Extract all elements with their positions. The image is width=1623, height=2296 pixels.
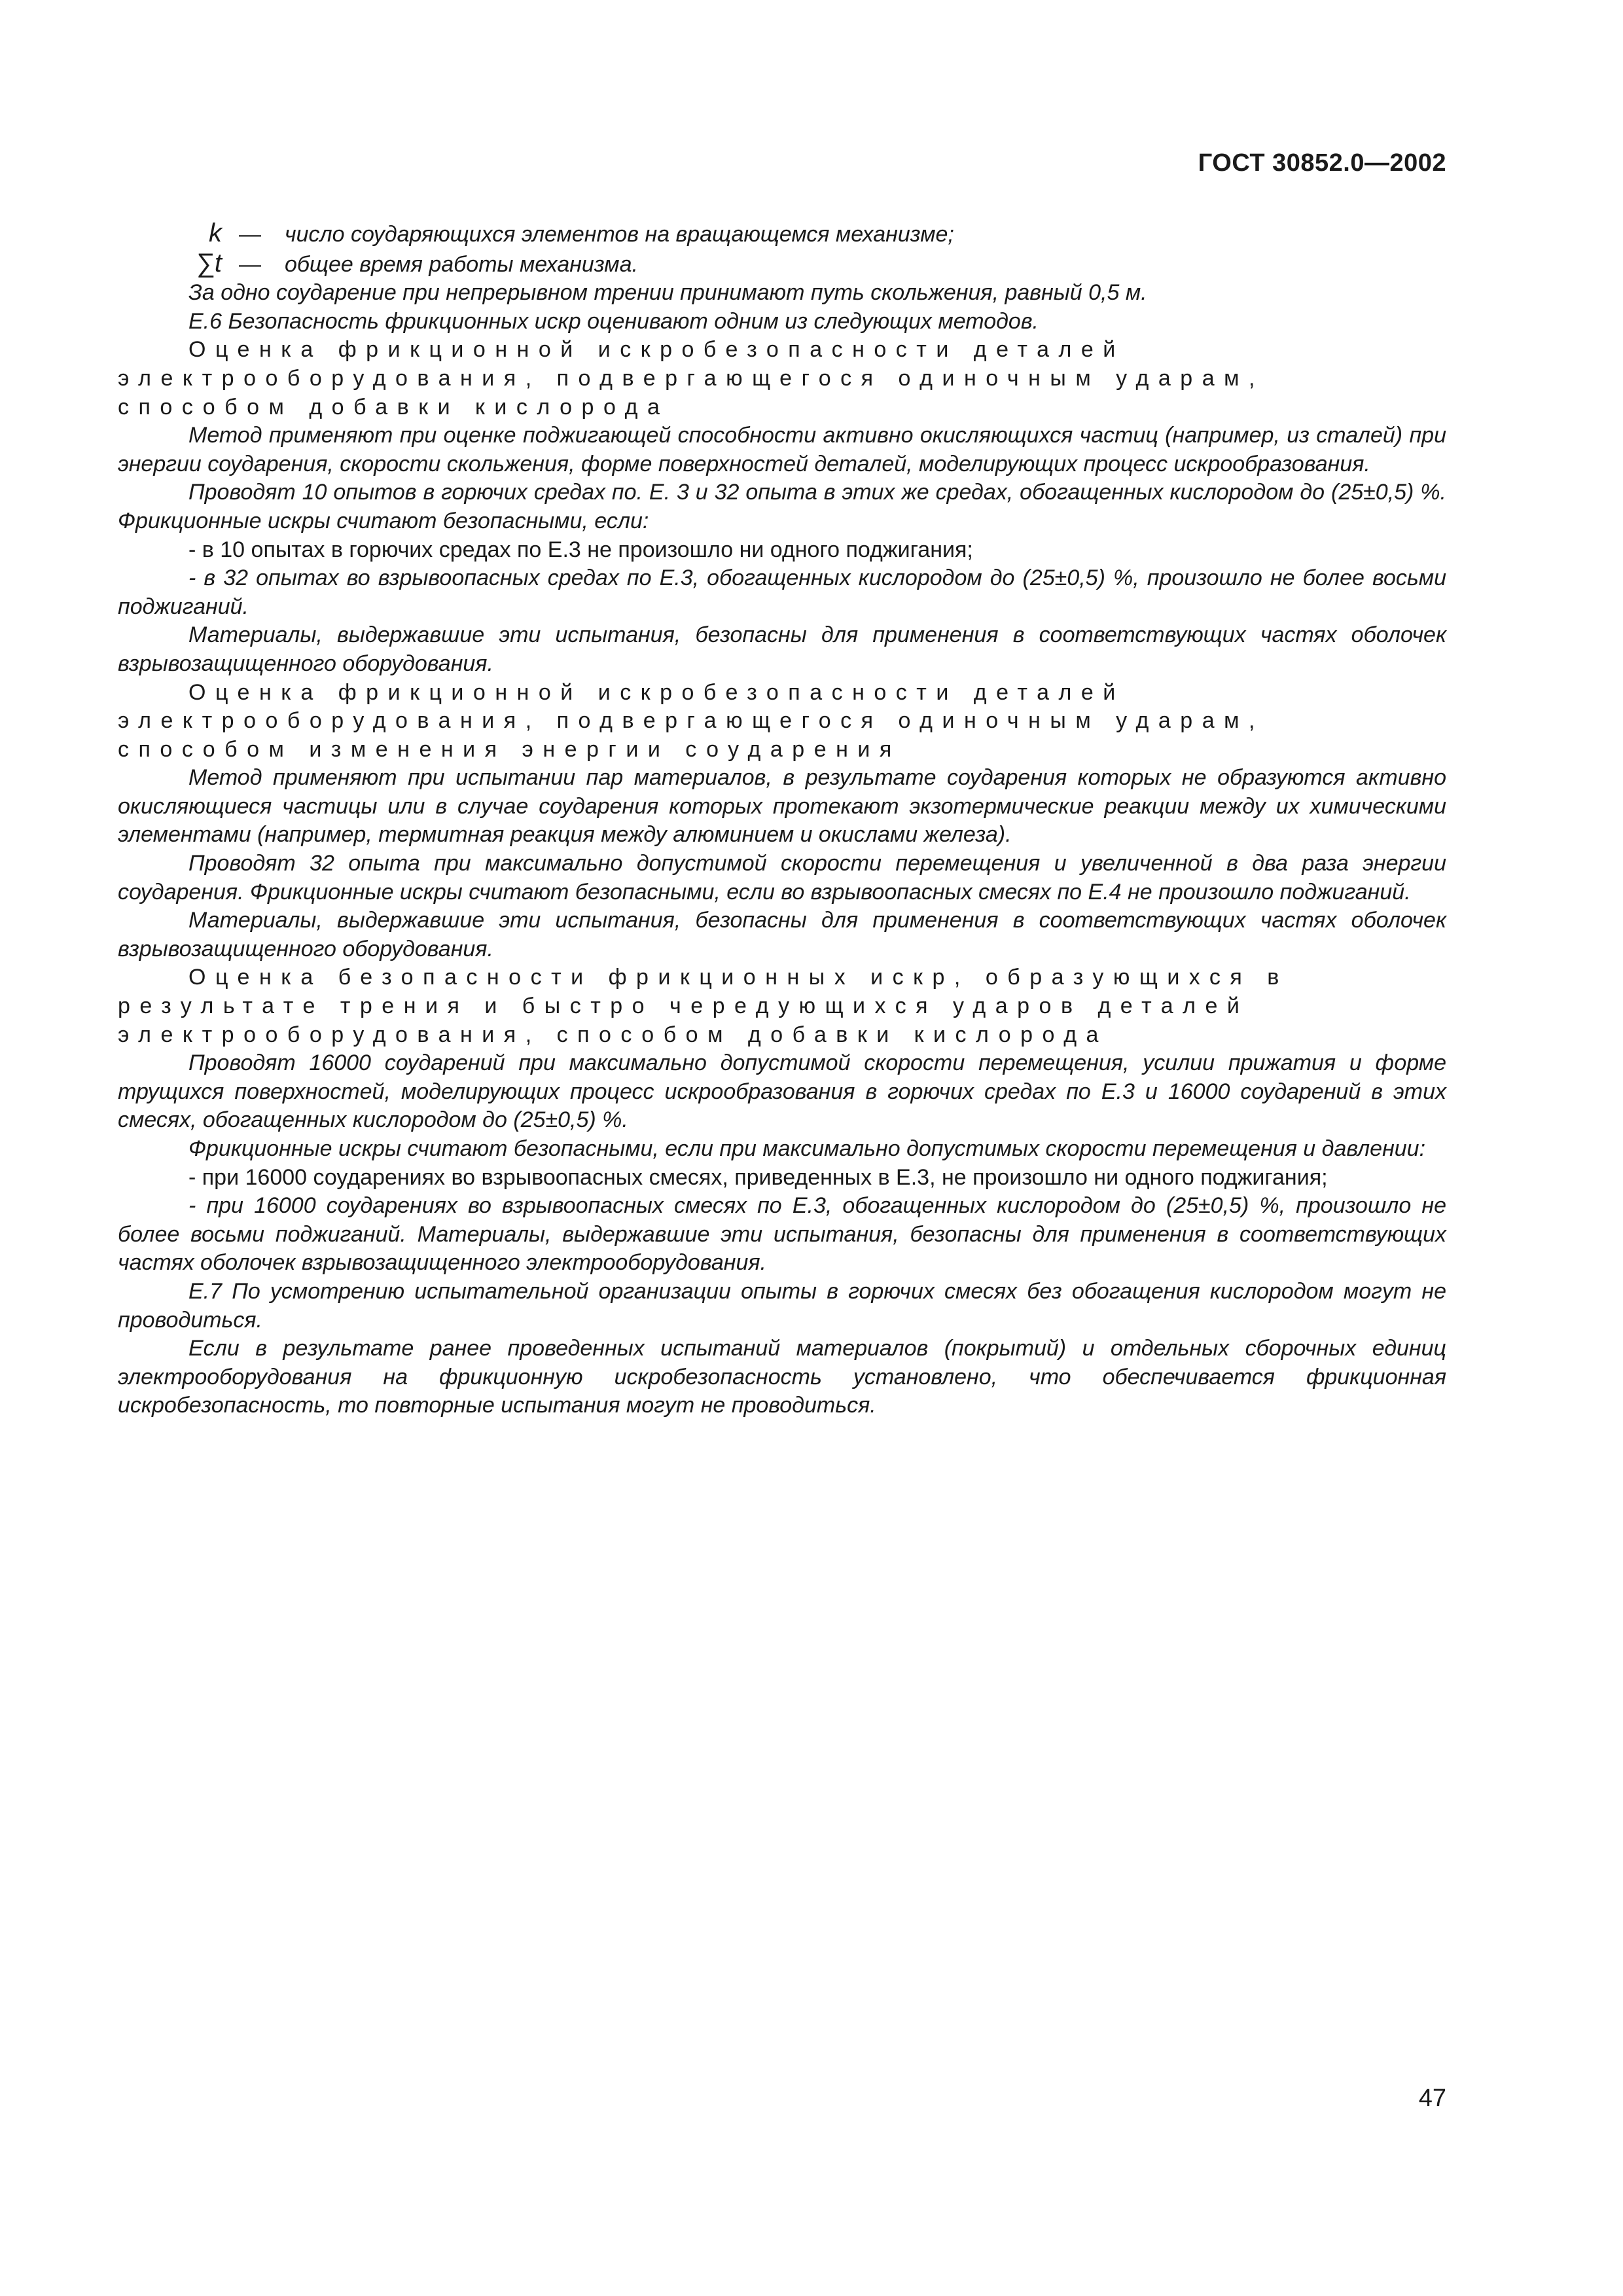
definition-sum-t (118, 249, 1446, 279)
list-item: - в 32 опытах во взрывоопасных средах по Е.3, обогащенных кислородом до (25±0,5) %, произошло не более восьми поджиганий. (118, 565, 1446, 619)
list-item: - при 16000 соударениях во взрывоопасных смесях, приведенных в Е.3, не произошло ни одного поджигания; (188, 1164, 1328, 1190)
page-number: 47 (1418, 2085, 1446, 2112)
method-heading: Оценка фрикционной искробезопасности деталей электрооборудования, подвергающегося одиночным ударам, способом добавки кислорода (118, 337, 1264, 420)
paragraph: Фрикционные искры считают безопасными, если при максимально допустимых скорости перемещения и давлении: (188, 1136, 1426, 1161)
list-item: - в 10 опытах в горючих средах по Е.3 не произошло ни одного поджигания; (188, 537, 973, 562)
paragraph: Материалы, выдержавшие эти испытания, безопасны для применения в соответствующих частях оболочек взрывозащищенного оборудования. (118, 908, 1446, 961)
paragraph: Проводят 16000 соударений при максимально допустимой скорости перемещения, усилии прижатия и форме трущихся поверхностей, моделирующих процесс искрообразования в горючих средах по Е.3 и 16000 соударений в этих смесях, обогащенных кислородом до (25±0,5) %. (118, 1050, 1446, 1133)
list-item: - при 16000 соударениях во взрывоопасных смесях по Е.3, обогащенных кислородом до (25±0,5) %, произошло не более восьми поджиганий. Материалы, выдержавшие эти испытания, безопасны для применения в соответствующих частях оболочек взрывозащищенного электрооборудования. (118, 1193, 1446, 1276)
definition-dash: — (239, 222, 261, 247)
paragraph: Метод применяют при оценке поджигающей способности активно окисляющихся частиц (например, из сталей) при энергии соударения, скорости скольжения, форме поверхностей деталей, моделирующих процесс искрообразования. (118, 423, 1446, 476)
document-code: ГОСТ 30852.0—2002 (1198, 149, 1446, 177)
definition-dash: — (239, 251, 261, 277)
symbol-sum-t: ∑t (196, 248, 222, 278)
method-heading: Оценка безопасности фрикционных искр, образующихся в результате трения и быстро чередующихся ударов деталей электрооборудования, способом добавки кислорода (118, 965, 1289, 1047)
symbol-k: k (209, 219, 222, 247)
definition-text: общее время работы механизма. (285, 251, 638, 277)
paragraph: Проводят 32 опыта при максимально допустимой скорости перемещения и увеличенной в два раза энергии соударения. Фрикционные искры считают безопасными, если во взрывоопасных смесях по Е.4 не произошло поджиганий. (118, 851, 1446, 905)
paragraph: Е.6 Безопасность фрикционных искр оценивают одним из следующих методов. (188, 308, 1039, 334)
paragraph: За одно соударение при непрерывном трении принимают путь скольжения, равный 0,5 м. (188, 280, 1147, 306)
definition-k (118, 219, 1446, 249)
paragraph: Проводят 10 опытов в горючих средах по. Е. 3 и 32 опыта в этих же средах, обогащенных кислородом до (25±0,5) %. Фрикционные искры считают безопасными, если: (118, 480, 1446, 533)
paragraph: Материалы, выдержавшие эти испытания, безопасны для применения в соответствующих частях оболочек взрывозащищенного оборудования. (118, 622, 1446, 676)
paragraph: Е.7 По усмотрению испытательной организации опыты в горючих смесях без обогащения кислородом могут не проводиться. (118, 1278, 1446, 1333)
paragraph: Если в результате ранее проведенных испытаний материалов (покрытий) и отдельных сборочных единиц электрооборудования на фрикционную искробезопасность установлено, что обеспечивается фрикционная искробезопасность, то повторные испытания могут не проводиться. (118, 1336, 1446, 1418)
definition-text: число соударяющихся элементов на вращающемся механизме; (285, 222, 954, 247)
method-heading: Оценка фрикционной искробезопасности деталей электрооборудования, подвергающегося одиночным ударам, способом изменения энергии соударения (118, 679, 1264, 762)
paragraph: Метод применяют при испытании пар материалов, в результате соударения которых не образуются активно окисляющиеся частицы или в случае соударения которых протекают экзотермические реакции между их химическими элементами (например, термитная реакция между алюминием и окислами железа). (118, 765, 1446, 848)
page-body (118, 219, 1446, 1420)
